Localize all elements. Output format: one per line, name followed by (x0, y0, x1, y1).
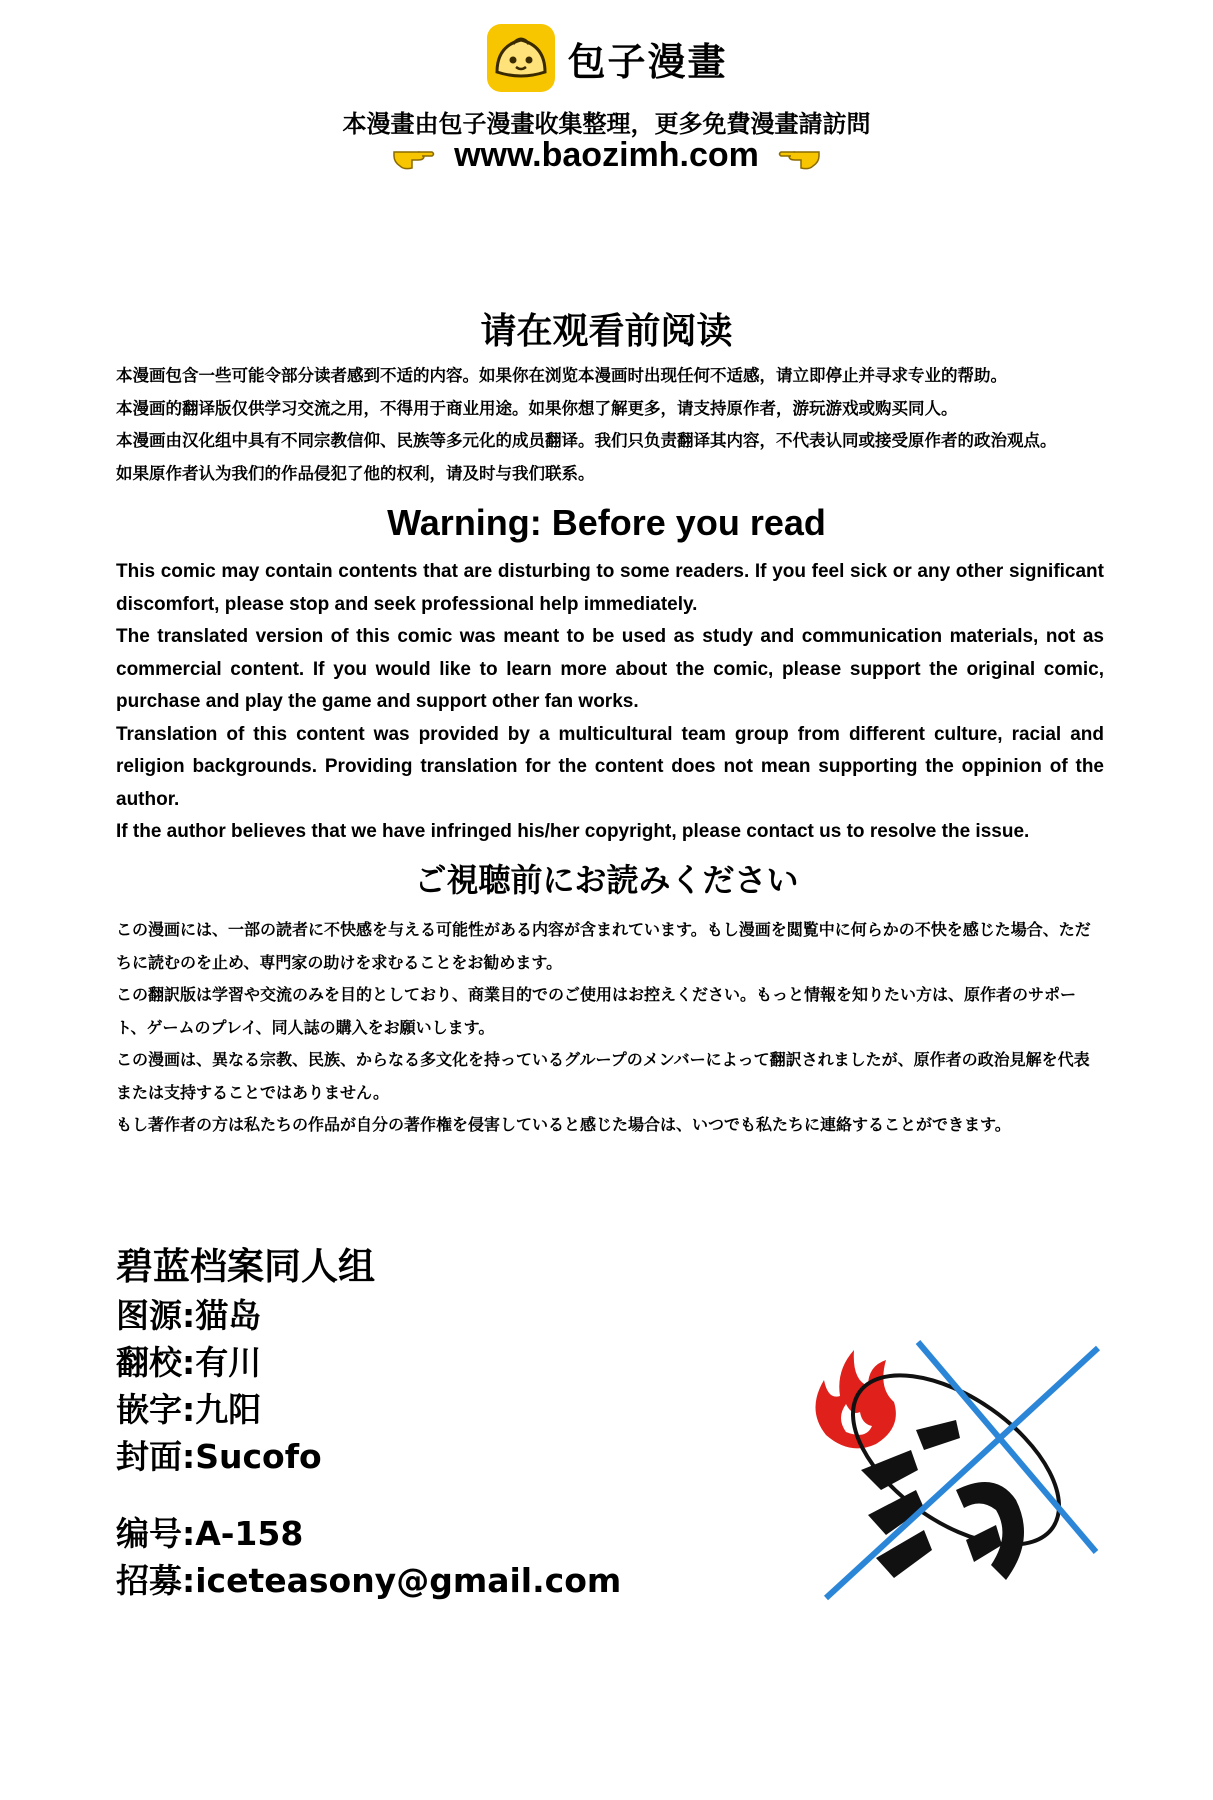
warning-paragraph: 本漫画包含一些可能令部分读者感到不适的内容。如果你在浏览本漫画时出现任何不适感，请立即停止并寻求专业的帮助。 (116, 366, 1007, 385)
credits-spacer (116, 1480, 621, 1510)
glyph-mark (861, 1420, 1024, 1580)
warning-paragraph: 本漫画的翻译版仅供学习交流之用，不得用于商业用途。如果你想了解更多，请支持原作者，游玩游戏或购买同人。 (116, 398, 958, 418)
recruit-line: 招募:iceteasony@gmail.com (116, 1561, 622, 1600)
site-tagline: 本漫畫由包子漫畫收集整理，更多免費漫畫請訪問 (342, 110, 871, 138)
warning-paragraph: 如果原作者认为我们的作品侵犯了他的权利，请及时与我们联系。 (116, 463, 595, 483)
site-url-link[interactable]: www.baozimh.com (454, 136, 759, 174)
warning-paragraph: The translated version of this comic was meant to be used as study and communication materials, not as commercial content. If you would like to learn more about the comic, please support the original comic, purchase and play the game and support other fan works. (116, 626, 1104, 712)
warning-paragraph: If the author believes that we have infringed his/her copyright, please contact us to resolve the issue. (116, 821, 1030, 842)
pointing-hand-icon (777, 140, 821, 172)
warning-paragraph: Translation of this content was provided by a multicultural team group from different culture, racial and religion backgrounds. Providing translation for the content does not mean supporting the oppinion of the author. (116, 723, 1104, 810)
credit-line: 翻校:有川 (116, 1343, 262, 1382)
warning-paragraph: This comic may contain contents that are disturbing to some readers. If you feel sick or any other significant discomfort, please stop and seek professional help immediately. (116, 561, 1104, 615)
warning-title-jp: ご視聴前にお読みください (414, 861, 799, 899)
translation-group-emblem-icon (806, 1340, 1106, 1610)
warning-paragraph: 本漫画由汉化组中具有不同宗教信仰、民族等多元化的成员翻译。我们只负责翻译其内容，不代表认同或接受原作者的政治观点。 (116, 431, 1057, 450)
brand-header (0, 22, 1213, 94)
pointing-hand-icon (392, 140, 436, 172)
warning-title-en: Warning: Before you read (387, 502, 826, 543)
warning-paragraph: もし著作者の方は私たちの作品が自分の著作権を侵害していると感じた場合は、いつでも私たちに連絡することができます。 (116, 1115, 1011, 1134)
brand-name: 包子漫畫 (567, 39, 728, 84)
credit-line: 嵌字:九阳 (116, 1390, 262, 1429)
warning-paragraph: この漫画には、一部の読者に不快感を与える可能性がある内容が含まれています。もし漫画を閲覧中に何らかの不快を感じた場合、ただちに読むのを止め、専門家の助けを求むることをお勧めます。 (116, 920, 1091, 972)
warning-title-cn: 请在观看前阅读 (480, 311, 733, 352)
group-name: 碧蓝档案同人组 (116, 1245, 375, 1288)
bun-mascot-icon (485, 22, 557, 94)
id-line: 编号:A-158 (116, 1514, 304, 1553)
warning-body-jp (116, 914, 1104, 1142)
warning-body-en (116, 556, 1104, 849)
warning-paragraph: この漫画は、異なる宗教、民族、からなる多文化を持っているグループのメンバーによって翻訳されましたが、原作者の政治見解を代表または支持することではありません。 (116, 1050, 1090, 1102)
credit-line: 图源:猫岛 (116, 1296, 262, 1335)
warning-paragraph: この翻訳版は学習や交流のみを目的としており、商業目的でのご使用はお控えください。もっと情報を知りたい方は、原作者のサポート、ゲームのプレイ、同人誌の購入をお願いします。 (116, 985, 1077, 1037)
warning-body-cn (116, 360, 1104, 490)
credit-line: 封面:Sucofo (116, 1437, 322, 1476)
credits-block (116, 1242, 621, 1604)
ring-mark (824, 1342, 1088, 1579)
site-url-row (0, 136, 1213, 175)
